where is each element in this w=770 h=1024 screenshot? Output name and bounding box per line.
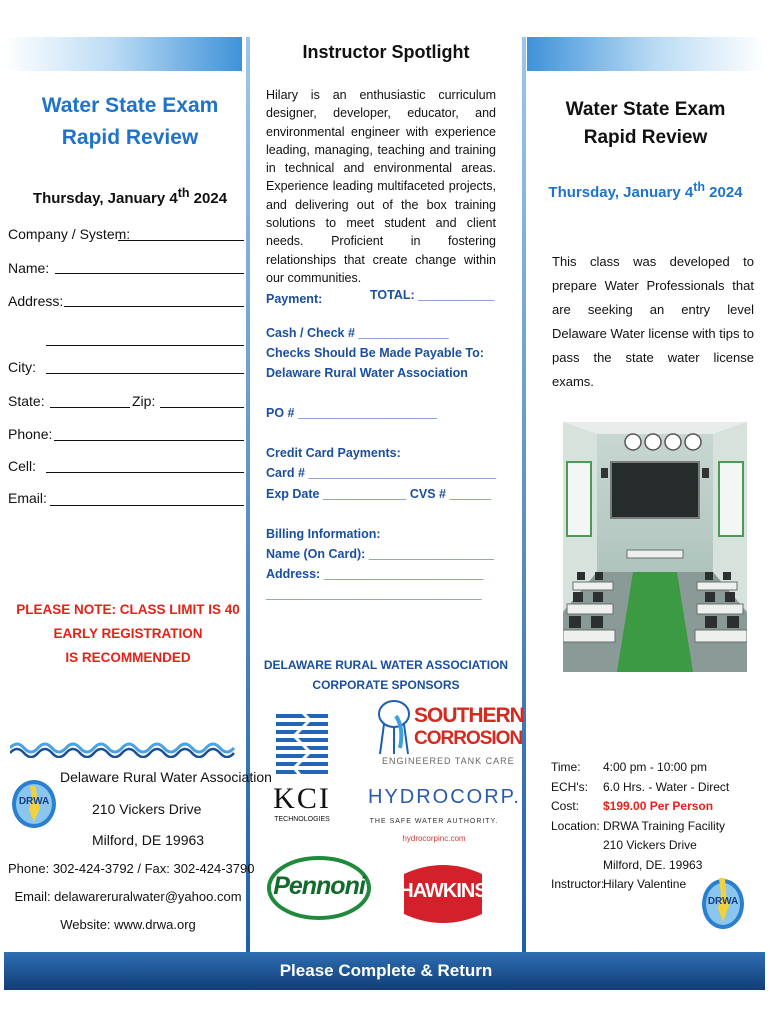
kci-subtext: TECHNOLOGIES — [274, 816, 330, 823]
schedule-row — [551, 836, 761, 856]
right-date — [526, 180, 765, 201]
classroom-image — [563, 422, 747, 672]
exp-cvs-field[interactable]: Exp Date ____________ CVS # ______ — [266, 487, 492, 501]
schedule-label: Instructor: — [551, 877, 605, 891]
left-date-year: 2024 — [189, 190, 228, 207]
schedule-value: 6.0 Hrs. - Water - Direct — [603, 779, 730, 794]
class-description: This class was developed to prepare Water Professionals that are seeking an entry level Delaware Water license with tips to pass the state water license exams. — [552, 254, 754, 389]
po-field[interactable]: PO # ____________________ — [266, 406, 437, 420]
right-date-sup: th — [693, 180, 706, 194]
company-field[interactable] — [118, 240, 244, 241]
hydrocorp-text: HYDROCORP. — [368, 786, 521, 808]
right-title-line2: Rapid Review — [583, 127, 708, 148]
class-limit-notice — [8, 598, 248, 670]
right-title-line1: Water State Exam — [565, 99, 726, 120]
schedule-value: DRWA Training Facility — [603, 818, 726, 833]
schedule-value: 210 Vickers Drive — [603, 838, 697, 852]
sponsors-heading — [250, 655, 522, 695]
name-field[interactable] — [55, 273, 244, 274]
drwa-logo-right-text: DRWA — [707, 896, 739, 907]
city-field[interactable] — [46, 373, 244, 374]
instructor-spotlight-heading: Instructor Spotlight — [302, 42, 470, 62]
city-label: City: — [8, 359, 36, 375]
left-date — [10, 186, 250, 207]
right-date-main: Thursday, January 4 — [548, 184, 694, 201]
zip-field[interactable] — [160, 407, 244, 408]
zip-label: Zip: — [132, 393, 156, 409]
state-field[interactable] — [50, 407, 130, 408]
cell-label: Cell: — [8, 458, 37, 474]
phone-field[interactable] — [54, 440, 244, 441]
left-date-main: Thursday, January 4 — [32, 190, 178, 207]
email-label: Email: — [8, 490, 47, 506]
schedule-label: Cost: — [551, 799, 580, 813]
sponsors-heading-line2: CORPORATE SPONSORS — [312, 678, 460, 692]
right-title — [526, 96, 765, 152]
instructor-bio: Hilary is an enthusiastic curriculum designer, developer, educator, and environmental engineer with experience leading, managing, teaching and training in technical and environmental areas. Experience leading multifaceted projects, and delivering out of the box training solutions to meet student and client needs. Proficient in fostering relationships that create change within our communities. — [266, 88, 496, 285]
schedule-label: ECH's: — [551, 779, 588, 794]
card-number-field[interactable]: Card # ___________________________ — [266, 466, 497, 480]
address-field[interactable] — [64, 306, 244, 307]
phone-label: Phone: — [8, 426, 53, 442]
notice-line3: IS RECOMMENDED — [65, 650, 191, 665]
header-gradient-right — [527, 37, 765, 71]
cash-check-field[interactable]: Cash / Check # _____________ — [266, 326, 449, 340]
total-field[interactable]: TOTAL: ___________ — [370, 288, 495, 302]
schedule-label: Time: — [551, 760, 581, 774]
schedule-value: Hilary Valentine — [603, 877, 687, 891]
schedule-row — [551, 778, 761, 798]
schedule-value: Milford, DE. 19963 — [603, 857, 703, 872]
panel-divider-left — [246, 37, 250, 952]
pennoni-logo — [264, 852, 374, 924]
org-name: Delaware Rural Water Association — [60, 769, 272, 785]
hydrocorp-url: hydrocorpinc.com — [402, 834, 466, 843]
left-title-line2: Rapid Review — [61, 126, 199, 149]
schedule-value: $199.00 Per Person — [603, 799, 714, 813]
hawkins-logo — [398, 860, 488, 928]
payable-to-label: Checks Should Be Made Payable To: — [266, 346, 484, 360]
hawkins-text: HAWKINS — [399, 880, 487, 902]
drwa-logo-right — [700, 872, 746, 934]
billing-address-line2[interactable]: _______________________________ — [266, 587, 482, 601]
wave-decoration — [10, 738, 242, 758]
drwa-logo — [10, 778, 58, 830]
org-city: Milford, DE 19963 — [92, 832, 205, 848]
corrosion-text: CORROSION — [414, 728, 523, 749]
company-label: Company / System: — [8, 226, 131, 242]
sponsors-heading-line1: DELAWARE RURAL WATER ASSOCIATION — [263, 658, 509, 672]
right-date-year: 2024 — [705, 184, 743, 201]
org-phone: Phone: 302-424-3792 / Fax: 302-424-3790 — [8, 861, 255, 876]
footer-text: Please Complete & Return — [279, 961, 493, 980]
kci-text: KCI — [273, 782, 331, 815]
notice-line1: PLEASE NOTE: CLASS LIMIT IS 40 — [16, 602, 240, 617]
schedule-row — [551, 817, 761, 837]
address-label: Address: — [8, 293, 64, 309]
panel-divider-right — [522, 37, 526, 952]
schedule-value: 4:00 pm - 10:00 pm — [603, 760, 708, 774]
hydrocorp-tagline: THE SAFE WATER AUTHORITY. — [369, 818, 499, 825]
name-label: Name: — [8, 260, 50, 276]
schedule-row — [551, 758, 761, 778]
credit-card-heading: Credit Card Payments: — [266, 446, 401, 460]
hydrocorp-logo — [368, 786, 521, 848]
billing-address-field[interactable]: Address: _______________________ — [266, 567, 484, 581]
billing-name-field[interactable]: Name (On Card): __________________ — [266, 547, 494, 561]
org-email[interactable]: Email: delawareruralwater@yahoo.com — [14, 889, 242, 904]
schedule-label: Location: — [551, 818, 600, 833]
left-date-sup: th — [177, 186, 190, 200]
state-label: State: — [8, 393, 45, 409]
schedule-row — [551, 797, 761, 817]
drwa-logo-text: DRWA — [18, 796, 50, 807]
payable-org: Delaware Rural Water Association — [266, 366, 468, 380]
email-field[interactable] — [50, 505, 244, 506]
cell-field[interactable] — [46, 472, 244, 473]
left-title-line1: Water State Exam — [41, 94, 219, 117]
org-website[interactable]: Website: www.drwa.org — [60, 917, 196, 932]
header-gradient-left — [4, 37, 242, 71]
org-street: 210 Vickers Drive — [92, 801, 202, 817]
address-field-line2[interactable] — [46, 345, 244, 346]
pennoni-text: Pennoni — [273, 872, 365, 900]
engineered-tank-care-text: ENGINEERED TANK CARE — [382, 756, 515, 766]
billing-heading: Billing Information: — [266, 527, 381, 541]
left-title — [10, 90, 250, 154]
water-tower-icon — [376, 698, 412, 756]
southern-text: SOUTHERN — [414, 704, 524, 727]
kci-logo-icon — [270, 710, 334, 782]
kci-logo — [270, 710, 334, 830]
notice-line2: EARLY REGISTRATION — [53, 626, 203, 641]
payment-label: Payment: — [266, 292, 323, 306]
southern-corrosion-logo — [376, 698, 524, 768]
